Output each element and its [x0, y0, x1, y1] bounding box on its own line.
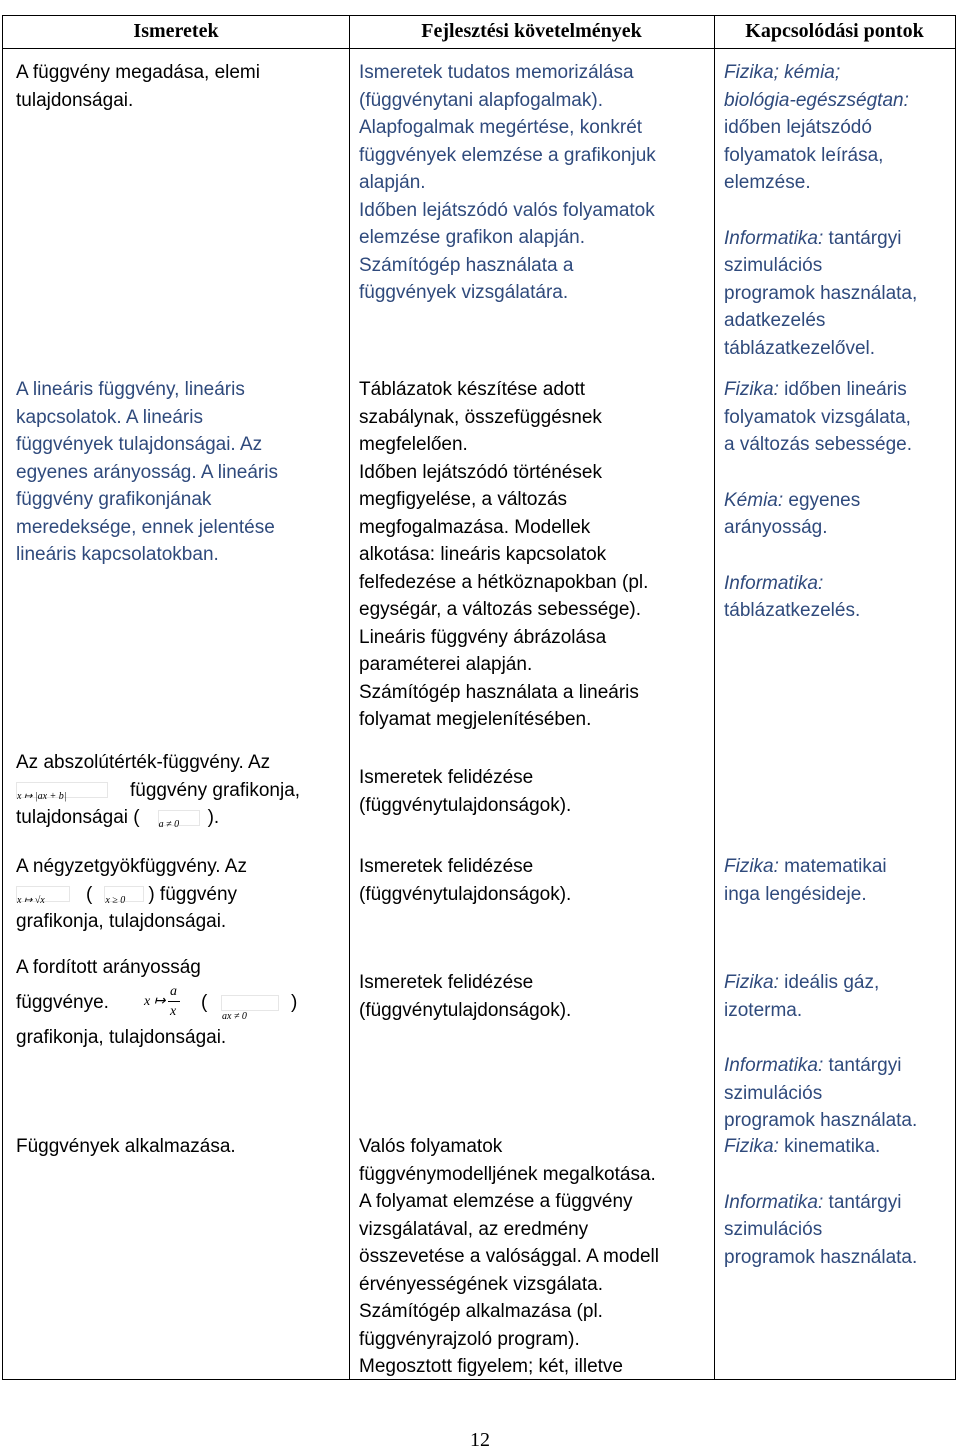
- row5-kapcsolodasi: Fizika: ideális gáz, izoterma. Informatika: tantárgyi szimulációs programok használata.: [724, 972, 918, 1131]
- row6-fejlesztesi: Valós folyamatok függvénymodelljének megalkotása. A folyamat elemzése a függvény vizsgálatával, az eredmény összevetése a valósággal. A modell érvényességének vizsgálata. Számítógép alkalmazása (pl. függvényrajzoló program). Megosztott figyelem; két, illetve: [359, 1136, 659, 1377]
- row3-fejlesztesi: Ismeretek felidézése (függvénytulajdonságok).: [359, 767, 572, 816]
- row4-kapcsolodasi: Fizika: matematikai inga lengésideje.: [724, 856, 887, 905]
- row4-fejlesztesi: Ismeretek felidézése (függvénytulajdonságok).: [359, 856, 572, 905]
- page-number: 12: [470, 1429, 490, 1451]
- column-divider: [349, 16, 350, 1379]
- row1-ismeretek: A függvény megadása, elemi tulajdonságai.: [16, 62, 260, 111]
- sqrt-function-formula: x ↦ √x: [16, 886, 70, 902]
- condition-formula: x ≥ 0: [104, 886, 144, 902]
- row6-ismeretek: Függvények alkalmazása.: [16, 1136, 236, 1157]
- header-fejlesztesi: Fejlesztési követelmények: [421, 20, 642, 42]
- header-kapcsolodasi: Kapcsolódási pontok: [745, 20, 924, 42]
- row6-kapcsolodasi: Fizika: kinematika. Informatika: tantárgyi szimulációs programok használata.: [724, 1136, 918, 1268]
- row2-ismeretek: A lineáris függvény, lineáris kapcsolatok. A lineáris függvények tulajdonságai. Az egyenes arányosság. A lineáris függvény grafikonjának meredeksége, ennek jelentése lineáris kapcsolatokban.: [16, 379, 278, 565]
- row4-ismeretek: A négyzetgyökfüggvény. Az x ↦ √x ( x ≥ 0 ) függvény grafikonja, tulajdonságai.: [16, 856, 247, 932]
- header-ismeretek: Ismeretek: [133, 20, 219, 42]
- row1-fejlesztesi: Ismeretek tudatos memorizálása (függvénytani alapfogalmak). Alapfogalmak megértése, konkrét függvények elemzése a grafikonjuk alapján. Időben lejátszódó valós folyamatok elemzése grafikon alapján. Számítógép használata a függvények vizsgálatára.: [359, 62, 656, 303]
- table-header: [3, 16, 955, 49]
- condition-formula: a ≠ 0: [158, 810, 200, 826]
- row1-kapcsolodasi: Fizika; kémia; biológia-egészségtan: időben lejátszódó folyamatok leírása, elemzése. Informatika: tantárgyi szimulációs programok használata, adatkezelés táblázatkezelővel.: [724, 62, 918, 359]
- row2-kapcsolodasi: Fizika: időben lineáris folyamatok vizsgálata, a változás sebessége. Kémia: egyenes arányosság. Informatika: táblázatkezelés.: [724, 379, 913, 621]
- curriculum-table: [2, 15, 956, 1380]
- abs-function-formula: x ↦ |ax + b|: [16, 782, 108, 798]
- row3-ismeretek: Az abszolútérték-függvény. Az x ↦ |ax + b| függvény grafikonja, tulajdonságai ( a ≠ 0 ).: [16, 752, 301, 830]
- inverse-function-formula: a x ↦ x: [144, 978, 184, 1026]
- condition-formula: ax ≠ 0: [221, 995, 279, 1011]
- row5-fejlesztesi: Ismeretek felidézése (függvénytulajdonságok).: [359, 972, 572, 1021]
- column-divider: [714, 16, 715, 1379]
- row5-ismeretek: A fordított arányosság függvénye. a x ↦ x ( ax ≠ 0 ) grafikonja, tulajdonságai.: [16, 957, 298, 1048]
- row2-fejlesztesi: Táblázatok készítése adott szabálynak, összefüggésnek megfelelően. Időben lejátszódó történések megfigyelése, a változás megfogalmazása. Modellek alkotása: lineáris kapcsolatok felfedezése a hétköznapokban (pl. egységár, a változás sebessége). Lineáris függvény ábrázolása paraméterei alapján. Számítógép használata a lineáris folyamat megjelenítésében.: [359, 379, 649, 730]
